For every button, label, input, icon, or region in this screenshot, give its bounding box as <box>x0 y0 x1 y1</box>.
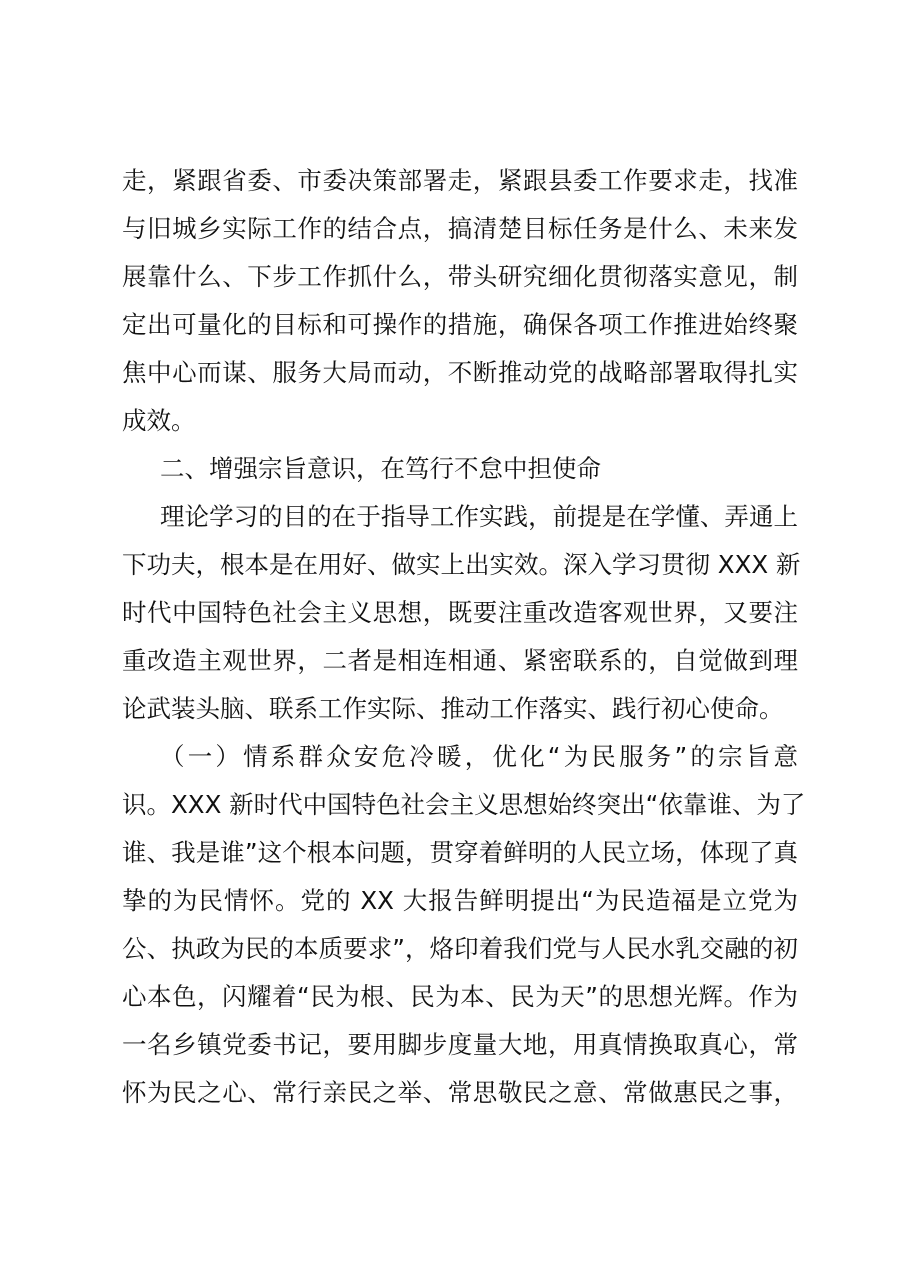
section-heading: 二、增强宗旨意识，在笃行不怠中担使命 <box>160 454 601 483</box>
body-text-line: 走，紧跟省委、市委决策部署走，紧跟县委工作要求走，找准 <box>122 166 798 195</box>
body-text-line: 公、执政为民的本质要求”，烙印着我们党与人民水乳交融的初 <box>122 934 798 963</box>
body-text-line: 焦中心而谋、服务大局而动，不断推动党的战略部署取得扎实 <box>122 358 798 387</box>
body-text-line: 展靠什么、下步工作抓什么，带头研究细化贯彻落实意见，制 <box>122 262 798 291</box>
subsection-heading-line: （一）情系群众安危冷暖，优化“为民服务”的宗旨意 <box>160 742 798 771</box>
body-text-line: 成效。 <box>122 406 196 435</box>
body-text-line: 挚的为民情怀。党的 XX 大报告鲜明提出“为民造福是立党为 <box>122 886 798 915</box>
body-text-line: 时代中国特色社会主义思想，既要注重改造客观世界，又要注 <box>122 598 798 627</box>
body-text-line: 心本色，闪耀着“民为根、民为本、民为天”的思想光辉。作为 <box>122 982 798 1011</box>
body-text-line: 一名乡镇党委书记，要用脚步度量大地，用真情换取真心，常 <box>122 1030 798 1059</box>
body-text-line: 与旧城乡实际工作的结合点，搞清楚目标任务是什么、未来发 <box>122 214 798 243</box>
body-text-line: 定出可量化的目标和可操作的措施，确保各项工作推进始终聚 <box>122 310 798 339</box>
paragraph-first-line: 理论学习的目的在于指导工作实践，前提是在学懂、弄通上 <box>160 502 798 531</box>
body-text-line: 识。XXX 新时代中国特色社会主义思想始终突出“依靠谁、为了 <box>122 790 806 819</box>
body-text-line: 论武装头脑、联系工作实际、推动工作落实、践行初心使命。 <box>122 694 784 723</box>
body-text-line: 怀为民之心、常行亲民之举、常思敬民之意、常做惠民之事， <box>122 1078 798 1107</box>
body-text-line: 重改造主观世界，二者是相连相通、紧密联系的，自觉做到理 <box>122 646 798 675</box>
body-text-line: 谁、我是谁”这个根本问题，贯穿着鲜明的人民立场，体现了真 <box>122 838 798 867</box>
body-text-line: 下功夫，根本是在用好、做实上出实效。深入学习贯彻 XXX 新 <box>122 550 801 579</box>
